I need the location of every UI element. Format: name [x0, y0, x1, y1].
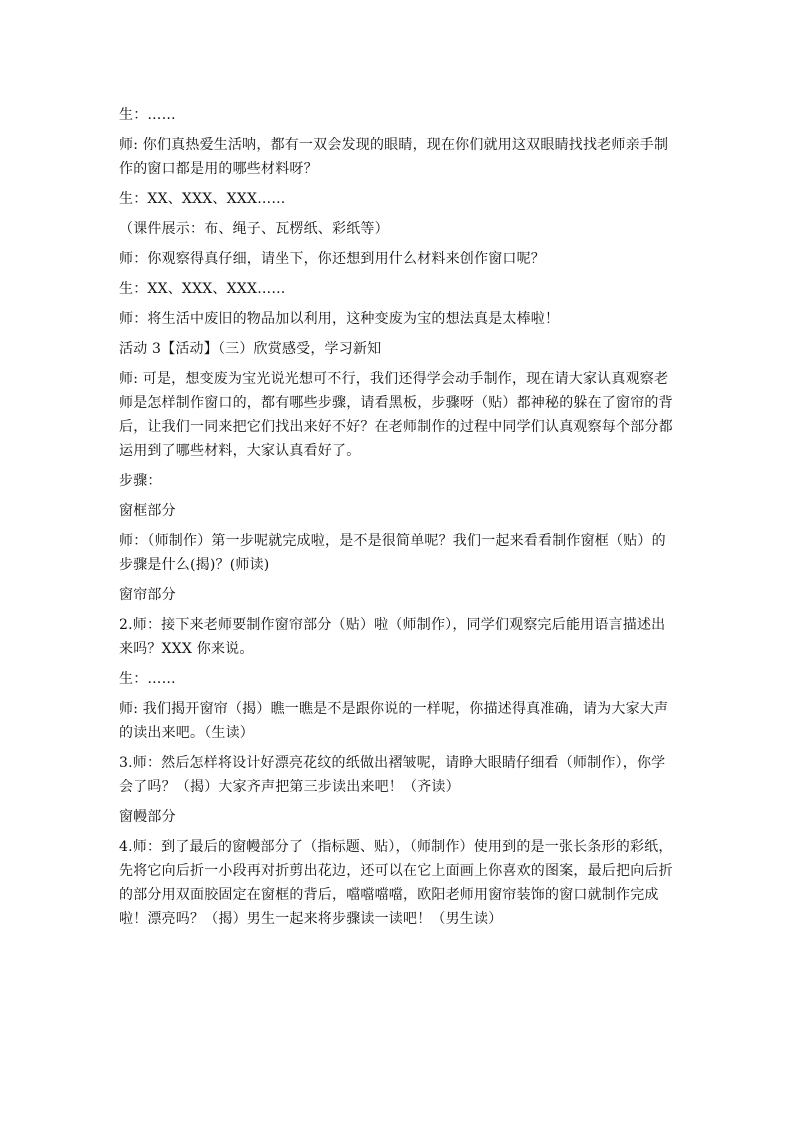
section-valance: 窗幔部分: [119, 809, 176, 825]
paragraph-courseware-display: （课件展示：布、绳子、瓦楞纸、彩纸等）: [119, 221, 389, 237]
paragraph-step-4: 4.师：到了最后的窗幔部分了（指标题、贴），（师制作）使用到的是一张长条形的彩纸，先将它向后折一小段再对折剪出花边，还可以在它上面画上你喜欢的图案，最后把向后折的部分用双面胶固定在窗框的背后，噹噹噹噹，欧阳老师用窗帘装饰的窗口就制作完成啦！漂亮吗？（揭）男生一起来将步骤读一读吧！（男生读）: [119, 839, 673, 927]
activity-heading: 活动 3【活动】（三）欣赏感受，学习新知: [119, 341, 382, 357]
paragraph-teacher-praise: 师：将生活中废旧的物品加以利用，这种变废为宝的想法真是太棒啦！: [119, 311, 560, 327]
paragraph-step-3: 3.师：然后怎样将设计好漂亮花纹的纸做出褶皱呢，请睁大眼睛仔细看（师制作），你学会了吗？（揭）大家齐声把第三步读出来吧！（齐读）: [119, 755, 666, 795]
steps-label: 步骤：: [119, 473, 162, 489]
paragraph-student-reply-3: 生：XX、XXX、XXX……: [119, 281, 286, 297]
paragraph-step-2: 2.师：接下来老师要制作窗帘部分（贴）啦（师制作），同学们观察完后能用语言描述出来吗？XXX 你来说。: [119, 617, 666, 657]
section-curtain: 窗帘部分: [119, 587, 176, 603]
document-body: [119, 103, 679, 931]
paragraph-student-reply-2: 生：XX、XXX、XXX……: [119, 191, 286, 207]
paragraph-teacher-reveal: 师: 我们揭开窗帘（揭）瞧一瞧是不是跟你说的一样呢，你描述得真准确，请为大家大声的读出来吧。（生读）: [119, 701, 669, 741]
paragraph-student-reply-1: 生：……: [119, 107, 176, 123]
paragraph-student-reply-4: 生：……: [119, 671, 176, 687]
paragraph-teacher-followup: 师：你观察得真仔细，请坐下，你还想到用什么材料来创作窗口呢？: [119, 251, 545, 267]
paragraph-teacher-question-materials: 师: 你们真热爱生活呐，都有一双会发现的眼睛，现在你们就用这双眼睛找找老师亲手制作的窗口都是用的哪些材料呀？: [119, 137, 669, 177]
section-window-frame: 窗框部分: [119, 503, 176, 519]
paragraph-step-1: 师：（师制作）第一步呢就完成啦，是不是很简单呢？我们一起来看看制作窗框（贴）的步骤是什么(揭)？(师读): [119, 533, 666, 573]
paragraph-teacher-demo-intro: 师: 可是，想变废为宝光说光想可不行，我们还得学会动手制作，现在请大家认真观察老师是怎样制作窗口的，都有哪些步骤，请看黑板，步骤呀（贴）都神秘的躲在了窗帘的背后，让我们一同来把它们找出来好不好？在老师制作的过程中同学们认真观察每个部分都运用到了哪些材料，大家认真看好了。: [119, 371, 673, 459]
